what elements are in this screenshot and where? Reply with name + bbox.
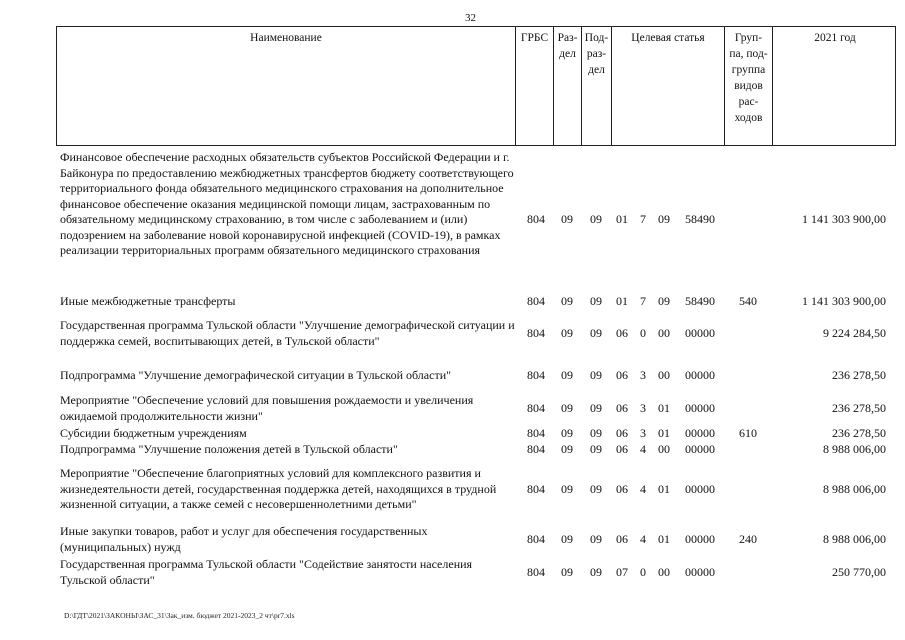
row-grbs: 804 <box>527 532 545 546</box>
file-path-footer: D:\ГДТ\2021\ЗАКОНЫ\ЗАС_31\Зак_изм. бюджет 2021-2023_2 чт\pr7.xls <box>64 611 295 620</box>
row-name: Финансовое обеспечение расходных обязательств субъектов Российской Федерации и г. Байконура по предоставлению межбюджетных трансфертов бюджету соответствующего территориального фонда обязательного медицинского страхования на дополнительное финансовое обеспечение оказания медицинской помощи лицам, застрахованным по обязательному медицинскому страхованию, в том числе с заболеванием и (или) подозрением на заболевание новой коронавирусной инфекцией (COVID-19), в рамках реализации территориальных программ обязательного медицинского страхования <box>60 150 514 257</box>
row-grbs: 804 <box>527 326 545 340</box>
row-pr: 09 <box>590 532 602 546</box>
row-c1: 06 <box>616 482 628 496</box>
row-c1: 06 <box>616 442 628 456</box>
row-name: Иные межбюджетные трансферты <box>60 294 236 308</box>
row-amount: 1 141 303 900,00 <box>802 212 886 226</box>
row-amount: 236 278,50 <box>832 426 886 440</box>
row-c3: 01 <box>658 482 670 496</box>
row-c2: 3 <box>640 368 646 382</box>
row-pr: 09 <box>590 294 602 308</box>
row-rz: 09 <box>561 426 573 440</box>
row-rz: 09 <box>561 326 573 340</box>
header-gruppa: Груп- па, под- группа видов рас- ходов <box>725 27 773 145</box>
row-name: Подпрограмма "Улучшение положения детей в Тульской области" <box>60 442 398 456</box>
row-pr: 09 <box>590 482 602 496</box>
header-razdel: Раз- дел <box>554 27 582 145</box>
row-rz: 09 <box>561 401 573 415</box>
row-name: Подпрограмма "Улучшение демографической ситуации в Тульской области" <box>60 368 452 382</box>
row-c1: 07 <box>616 565 628 579</box>
row-pr: 09 <box>590 368 602 382</box>
row-c4: 58490 <box>685 294 715 308</box>
header-name: Наименование <box>57 27 516 145</box>
row-c3: 00 <box>658 368 670 382</box>
row-rz: 09 <box>561 294 573 308</box>
row-amount: 9 224 284,50 <box>823 326 886 340</box>
row-amount: 8 988 006,00 <box>823 442 886 456</box>
row-c2: 4 <box>640 532 646 546</box>
row-c1: 01 <box>616 212 628 226</box>
row-rz: 09 <box>561 368 573 382</box>
row-c2: 3 <box>640 426 646 440</box>
row-pr: 09 <box>590 326 602 340</box>
row-vr: 240 <box>739 532 757 546</box>
row-name: Субсидии бюджетным учреждениям <box>60 426 247 440</box>
row-c4: 00000 <box>685 426 715 440</box>
row-rz: 09 <box>561 442 573 456</box>
row-amount: 8 988 006,00 <box>823 532 886 546</box>
table-header <box>56 26 896 146</box>
page-number: 32 <box>465 12 476 24</box>
row-c4: 58490 <box>685 212 715 226</box>
row-c2: 0 <box>640 565 646 579</box>
row-amount: 1 141 303 900,00 <box>802 294 886 308</box>
row-c2: 0 <box>640 326 646 340</box>
row-rz: 09 <box>561 532 573 546</box>
row-c3: 09 <box>658 294 670 308</box>
row-c3: 01 <box>658 401 670 415</box>
row-c4: 00000 <box>685 482 715 496</box>
row-c3: 00 <box>658 326 670 340</box>
row-pr: 09 <box>590 426 602 440</box>
row-name: Мероприятие "Обеспечение условий для повышения рождаемости и увеличения ожидаемой продолжительности жизни" <box>60 393 474 423</box>
row-c3: 09 <box>658 212 670 226</box>
row-grbs: 804 <box>527 368 545 382</box>
row-vr: 610 <box>739 426 757 440</box>
row-c3: 01 <box>658 426 670 440</box>
row-pr: 09 <box>590 401 602 415</box>
row-c1: 06 <box>616 532 628 546</box>
row-grbs: 804 <box>527 442 545 456</box>
row-pr: 09 <box>590 212 602 226</box>
row-grbs: 804 <box>527 401 545 415</box>
row-rz: 09 <box>561 482 573 496</box>
row-pr: 09 <box>590 565 602 579</box>
row-grbs: 804 <box>527 426 545 440</box>
header-celevaya-statya: Целевая статья <box>612 27 725 145</box>
row-grbs: 804 <box>527 565 545 579</box>
row-name: Государственная программа Тульской области "Улучшение демографической ситуации и поддержка семей, воспитывающих детей, в Тульской области" <box>60 318 515 348</box>
row-rz: 09 <box>561 212 573 226</box>
row-c1: 06 <box>616 426 628 440</box>
row-grbs: 804 <box>527 212 545 226</box>
row-amount: 250 770,00 <box>832 565 886 579</box>
row-c3: 01 <box>658 532 670 546</box>
row-name: Государственная программа Тульской области "Содействие занятости населения Тульской области" <box>60 557 473 587</box>
row-rz: 09 <box>561 565 573 579</box>
row-c2: 4 <box>640 482 646 496</box>
header-grbs: ГРБС <box>516 27 554 145</box>
row-c1: 06 <box>616 401 628 415</box>
row-name: Мероприятие "Обеспечение благоприятных условий для комплексного развития и жизнедеятельности детей, государственная поддержка детей, находящихся в трудной жизненной ситуации, а также семей с несовершеннолетними детьми" <box>60 466 497 511</box>
row-c3: 00 <box>658 565 670 579</box>
row-vr: 540 <box>739 294 757 308</box>
row-c4: 00000 <box>685 368 715 382</box>
row-c2: 3 <box>640 401 646 415</box>
row-c4: 00000 <box>685 565 715 579</box>
row-c2: 7 <box>640 294 646 308</box>
row-pr: 09 <box>590 442 602 456</box>
row-c4: 00000 <box>685 326 715 340</box>
row-grbs: 804 <box>527 482 545 496</box>
row-c4: 00000 <box>685 401 715 415</box>
row-c1: 06 <box>616 326 628 340</box>
header-podrazdel: Под- раз- дел <box>582 27 612 145</box>
row-c3: 00 <box>658 442 670 456</box>
row-c2: 7 <box>640 212 646 226</box>
header-year: 2021 год <box>814 32 856 44</box>
row-grbs: 804 <box>527 294 545 308</box>
row-c1: 01 <box>616 294 628 308</box>
row-amount: 8 988 006,00 <box>823 482 886 496</box>
row-c4: 00000 <box>685 442 715 456</box>
row-c1: 06 <box>616 368 628 382</box>
row-amount: 236 278,50 <box>832 368 886 382</box>
row-c2: 4 <box>640 442 646 456</box>
row-amount: 236 278,50 <box>832 401 886 415</box>
row-name: Иные закупки товаров, работ и услуг для обеспечения государственных (муниципальных) нужд <box>60 524 428 554</box>
row-c4: 00000 <box>685 532 715 546</box>
